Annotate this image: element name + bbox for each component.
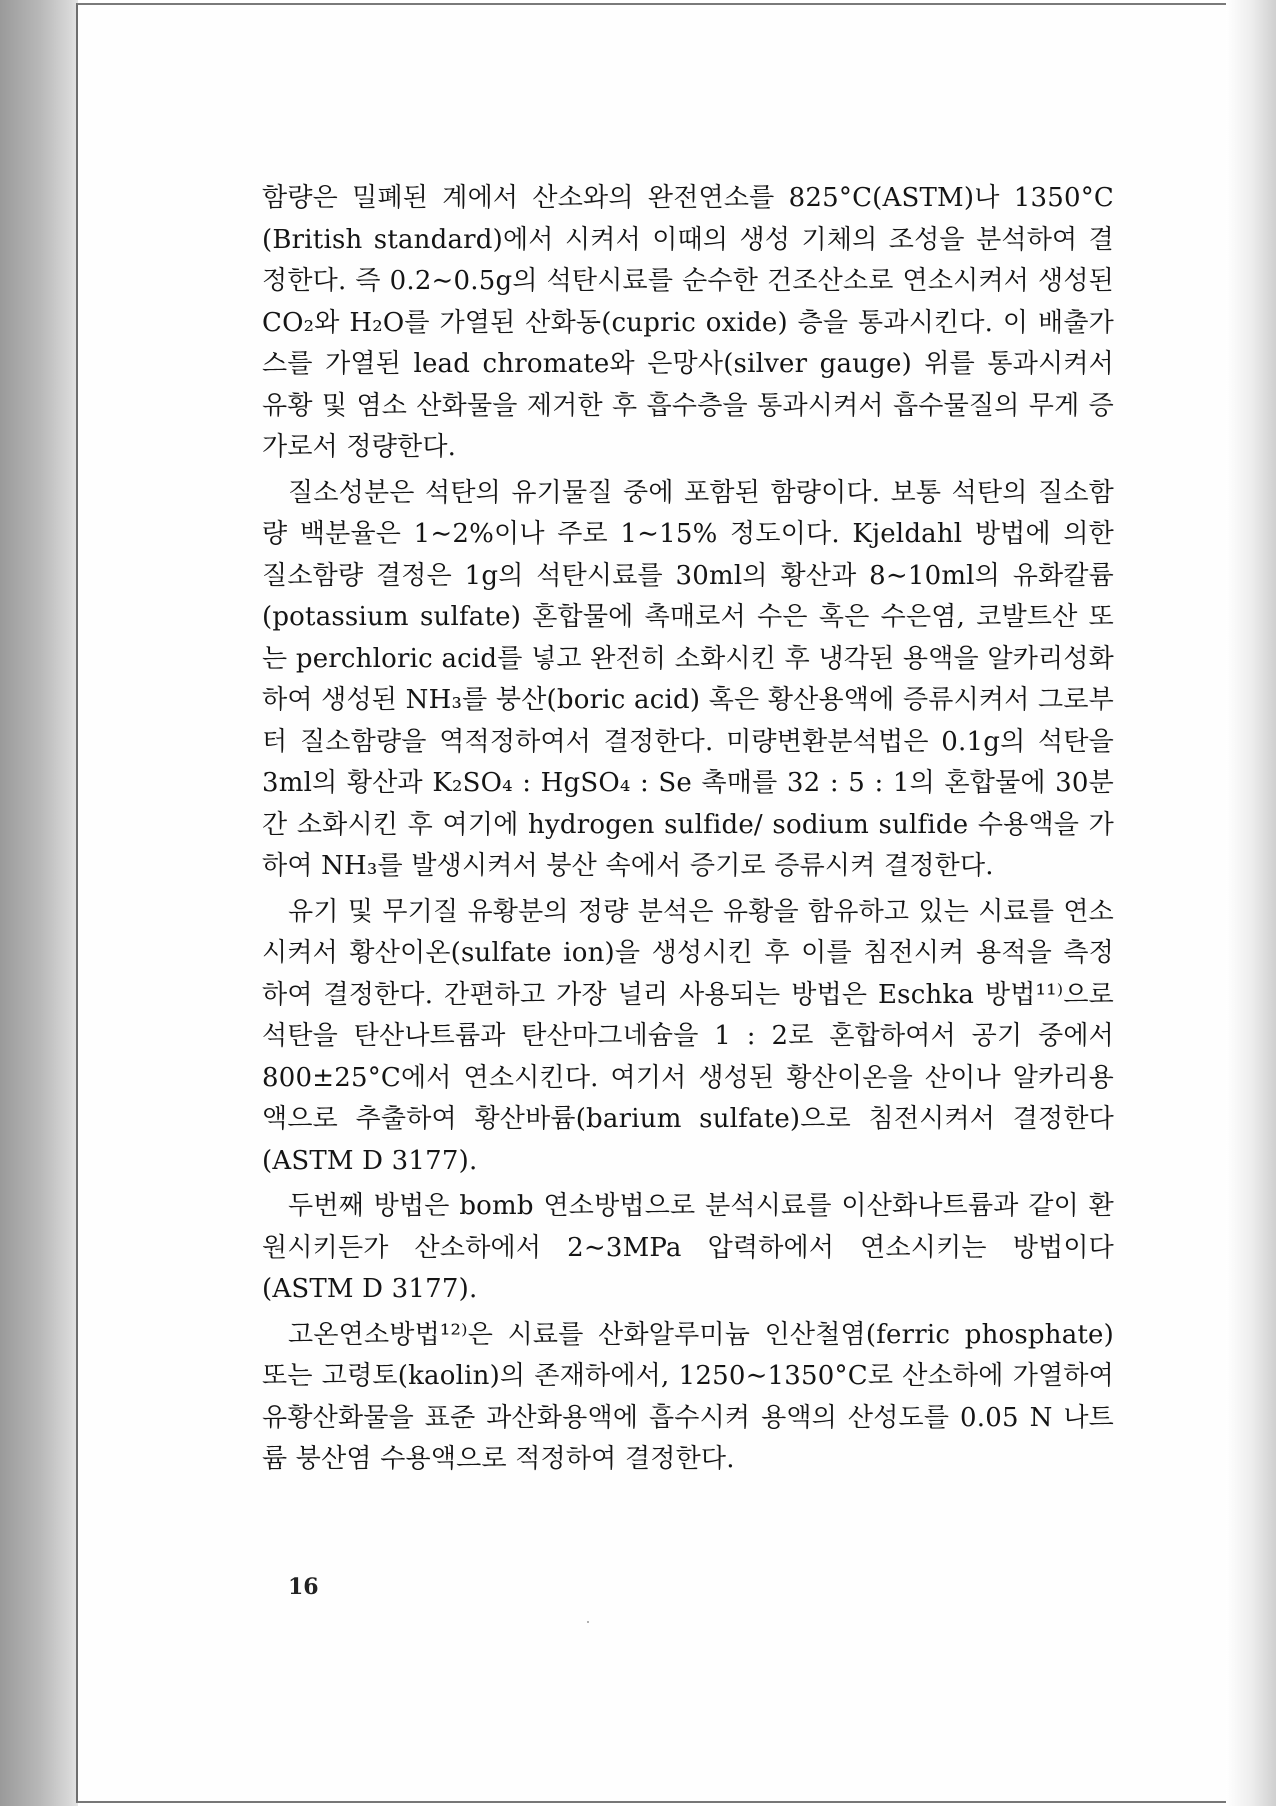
page-number: 16 (288, 1574, 319, 1600)
paragraph-sulfur-eschka: 유기 및 무기질 유황분의 정량 분석은 유황을 함유하고 있는 시료를 연소시켜서 황산이온(sulfate ion)을 생성시킨 후 이를 침전시켜 용적을 측정하여 결정한다. 간편하고 가장 널리 사용되는 방법은 Eschka 방법¹¹⁾으로 석탄을 탄산나트륨과 탄산마그네슘을 1 : 2로 혼합하여서 공기 중에서 800±25°C에서 연소시킨다. 여기서 생성된 황산이온을 산이나 알카리용액으로 추출하여 황산바륨(barium sulfate)으로 침전시켜서 결정한다(ASTM D 3177). (262, 896, 1114, 1176)
book-binding-shadow (0, 0, 78, 1806)
page-edge-shadow (1226, 0, 1276, 1806)
paragraph-combustion-analysis: 함량은 밀폐된 계에서 산소와의 완전연소를 825°C(ASTM)나 1350°C (British standard)에서 시켜서 이때의 생성 기체의 조성을 분석하여 결정한다. 즉 0.2∼0.5g의 석탄시료를 순수한 건조산소로 연소시켜서 생성된 CO₂와 H₂O를 가열된 산화동(cupric oxide) 층을 통과시킨다. 이 배출가스를 가열된 lead chromate와 은망사(silver gauge) 위를 통과시켜서 유황 및 염소 산화물을 제거한 후 흡수층을 통과시켜서 흡수물질의 무게 증가로서 정량한다. (262, 183, 1114, 462)
body-text (262, 178, 1114, 1485)
paragraph-high-temp-method: 고온연소방법¹²⁾은 시료를 산화알루미늄 인산철염(ferric phosphate) 또는 고령토(kaolin)의 존재하에서, 1250∼1350°C로 산소하에 가열하여 유황산화물을 표준 과산화용액에 흡수시켜 용액의 산성도를 0.05 N 나트륨 붕산염 수용액으로 적정하여 결정한다. (262, 1319, 1114, 1474)
paragraph-bomb-method: 두번째 방법은 bomb 연소방법으로 분석시료를 이산화나트륨과 같이 환원시키든가 산소하에서 2∼3MPa 압력하에서 연소시키는 방법이다(ASTM D 3177). (262, 1191, 1114, 1304)
scan-speck (587, 1621, 589, 1623)
paragraph-nitrogen-analysis: 질소성분은 석탄의 유기물질 중에 포함된 함량이다. 보통 석탄의 질소함량 백분율은 1∼2%이나 주로 1∼15% 정도이다. Kjeldahl 방법에 의한 질소함량 결정은 1g의 석탄시료를 30ml의 황산과 8∼10ml의 유화칼륨(potassium sulfate) 혼합물에 촉매로서 수은 혹은 수은염, 코발트산 또는 perchloric acid를 넣고 완전히 소화시킨 후 냉각된 용액을 알카리성화하여 생성된 NH₃를 붕산(boric acid) 혹은 황산용액에 증류시켜서 그로부터 질소함량을 역적정하여서 결정한다. 미량변환분석법은 0.1g의 석탄을 3ml의 황산과 K₂SO₄ : HgSO₄ : Se 촉매를 32 : 5 : 1의 혼합물에 30분간 소화시킨 후 여기에 hydrogen sulfide/ sodium sulfide 수용액을 가하여 NH₃를 발생시켜서 붕산 속에서 증기로 증류시켜 결정한다. (262, 477, 1114, 881)
